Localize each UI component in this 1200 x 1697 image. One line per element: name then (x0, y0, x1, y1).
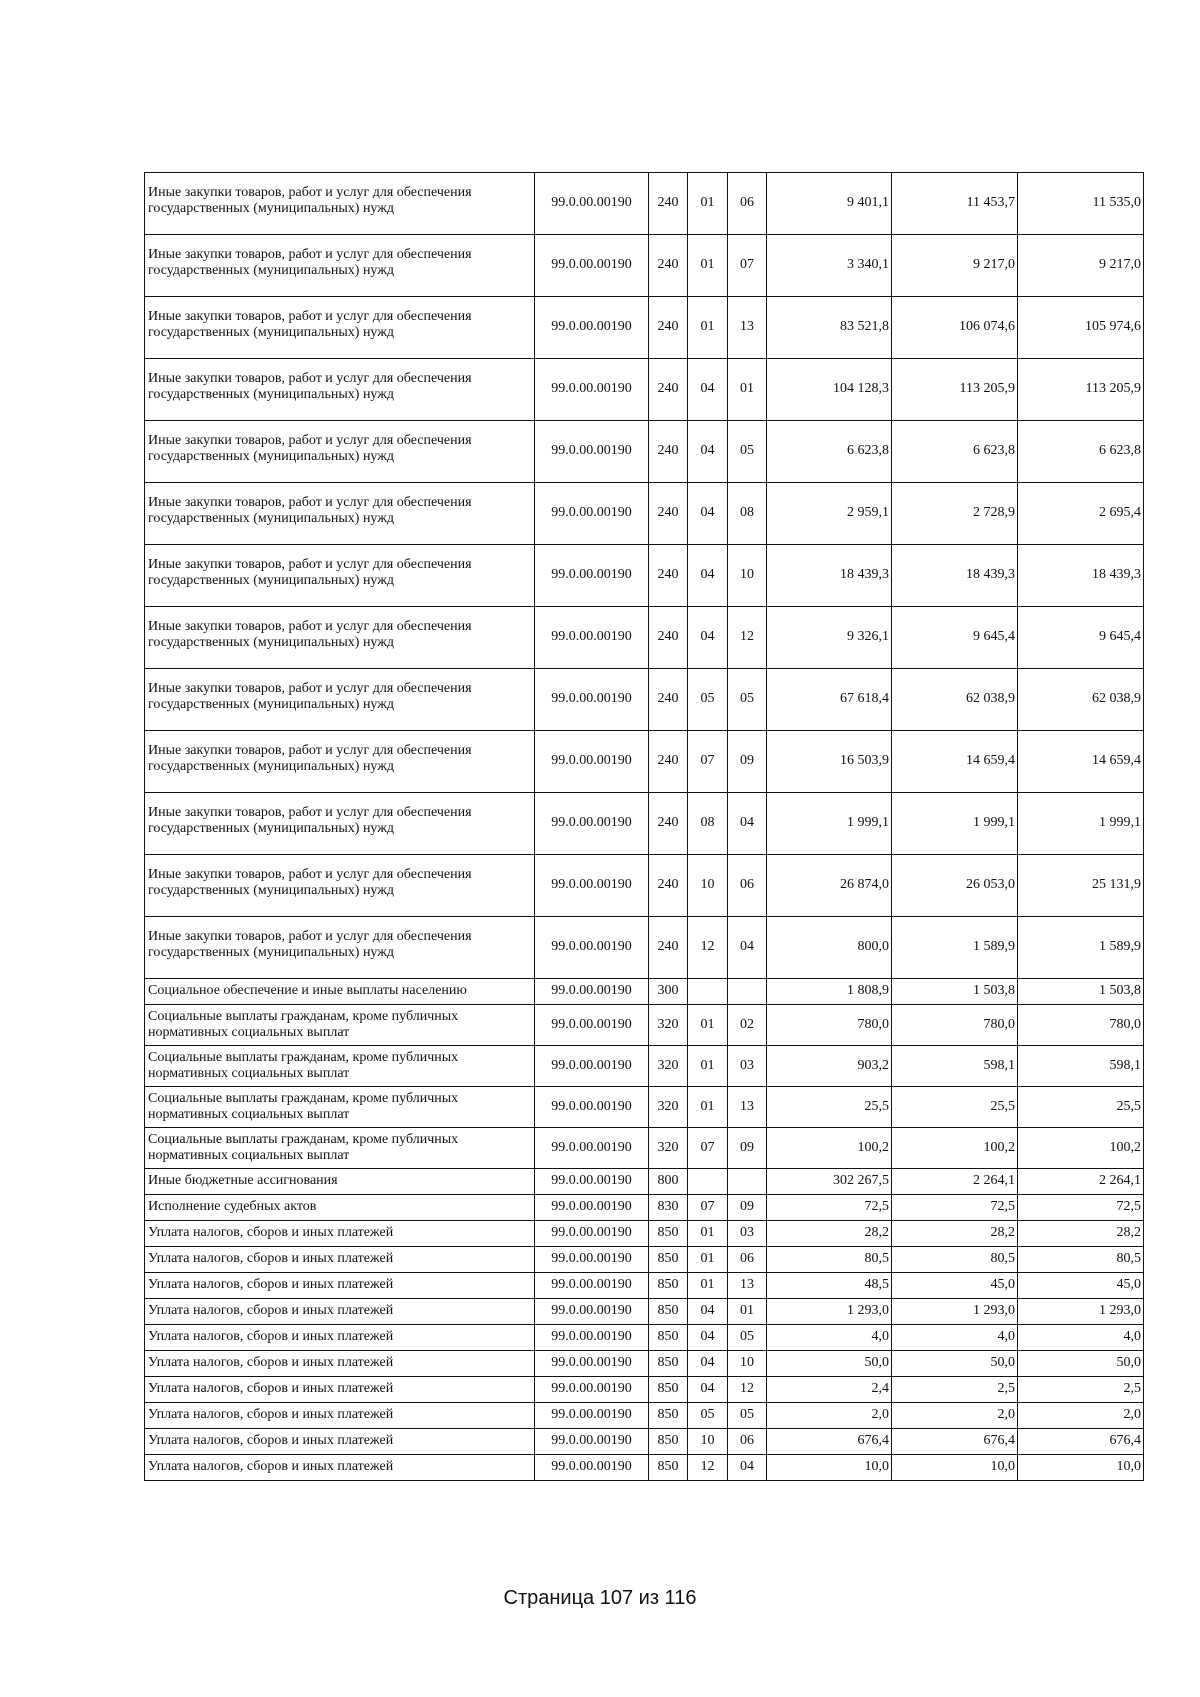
expense-type-cell: 850 (649, 1247, 688, 1273)
row-name-cell: Уплата налогов, сборов и иных платежей (145, 1299, 535, 1325)
amount-year-2-cell: 10,0 (892, 1455, 1018, 1481)
subsection-cell: 06 (728, 855, 767, 917)
table-row (145, 1005, 1144, 1046)
expense-type-cell: 850 (649, 1273, 688, 1299)
target-article-cell: 99.0.00.00190 (535, 855, 649, 917)
table-row (145, 1377, 1144, 1403)
amount-year-3-cell: 11 535,0 (1018, 173, 1144, 235)
subsection-cell: 04 (728, 917, 767, 979)
expense-type-cell: 850 (649, 1429, 688, 1455)
amount-year-3-cell: 45,0 (1018, 1273, 1144, 1299)
amount-year-2-cell: 2 728,9 (892, 483, 1018, 545)
target-article-cell: 99.0.00.00190 (535, 1221, 649, 1247)
target-article-cell: 99.0.00.00190 (535, 1377, 649, 1403)
subsection-cell: 06 (728, 1247, 767, 1273)
section-cell: 07 (688, 1128, 728, 1169)
expense-type-cell: 240 (649, 235, 688, 297)
subsection-cell: 10 (728, 1351, 767, 1377)
amount-year-2-cell: 80,5 (892, 1247, 1018, 1273)
subsection-cell: 12 (728, 1377, 767, 1403)
subsection-cell (728, 979, 767, 1005)
amount-year-3-cell: 2,0 (1018, 1403, 1144, 1429)
amount-year-3-cell: 72,5 (1018, 1195, 1144, 1221)
amount-year-1-cell: 800,0 (767, 917, 892, 979)
table-row (145, 359, 1144, 421)
amount-year-3-cell: 50,0 (1018, 1351, 1144, 1377)
amount-year-2-cell: 45,0 (892, 1273, 1018, 1299)
row-name-cell: Иные закупки товаров, работ и услуг для обеспечения государственных (муниципальных) нужд (145, 359, 535, 421)
target-article-cell: 99.0.00.00190 (535, 1087, 649, 1128)
target-article-cell: 99.0.00.00190 (535, 1128, 649, 1169)
row-name-cell: Уплата налогов, сборов и иных платежей (145, 1351, 535, 1377)
target-article-cell: 99.0.00.00190 (535, 1005, 649, 1046)
row-name-cell: Уплата налогов, сборов и иных платежей (145, 1273, 535, 1299)
amount-year-3-cell: 6 623,8 (1018, 421, 1144, 483)
amount-year-2-cell: 2,0 (892, 1403, 1018, 1429)
table-row (145, 1455, 1144, 1481)
section-cell: 01 (688, 1087, 728, 1128)
amount-year-1-cell: 9 401,1 (767, 173, 892, 235)
expense-type-cell: 830 (649, 1195, 688, 1221)
amount-year-1-cell: 2 959,1 (767, 483, 892, 545)
amount-year-1-cell: 100,2 (767, 1128, 892, 1169)
row-name-cell: Уплата налогов, сборов и иных платежей (145, 1377, 535, 1403)
row-name-cell: Иные закупки товаров, работ и услуг для обеспечения государственных (муниципальных) нужд (145, 731, 535, 793)
amount-year-2-cell: 72,5 (892, 1195, 1018, 1221)
amount-year-1-cell: 3 340,1 (767, 235, 892, 297)
expense-type-cell: 850 (649, 1455, 688, 1481)
expense-type-cell: 850 (649, 1351, 688, 1377)
section-cell: 04 (688, 607, 728, 669)
subsection-cell: 07 (728, 235, 767, 297)
subsection-cell: 10 (728, 545, 767, 607)
section-cell: 04 (688, 545, 728, 607)
amount-year-1-cell: 9 326,1 (767, 607, 892, 669)
section-cell: 01 (688, 1005, 728, 1046)
section-cell: 07 (688, 731, 728, 793)
section-cell: 07 (688, 1195, 728, 1221)
expense-type-cell: 800 (649, 1169, 688, 1195)
amount-year-1-cell: 4,0 (767, 1325, 892, 1351)
row-name-cell: Иные бюджетные ассигнования (145, 1169, 535, 1195)
expense-type-cell: 850 (649, 1377, 688, 1403)
amount-year-3-cell: 1 999,1 (1018, 793, 1144, 855)
subsection-cell: 03 (728, 1221, 767, 1247)
budget-table (144, 172, 1144, 1481)
amount-year-1-cell: 10,0 (767, 1455, 892, 1481)
amount-year-3-cell: 2 264,1 (1018, 1169, 1144, 1195)
subsection-cell: 12 (728, 607, 767, 669)
target-article-cell: 99.0.00.00190 (535, 1325, 649, 1351)
amount-year-1-cell: 302 267,5 (767, 1169, 892, 1195)
row-name-cell: Иные закупки товаров, работ и услуг для обеспечения государственных (муниципальных) нужд (145, 793, 535, 855)
table-row (145, 669, 1144, 731)
expense-type-cell: 320 (649, 1046, 688, 1087)
section-cell: 01 (688, 297, 728, 359)
expense-type-cell: 240 (649, 421, 688, 483)
target-article-cell: 99.0.00.00190 (535, 1247, 649, 1273)
section-cell: 12 (688, 917, 728, 979)
table-row (145, 607, 1144, 669)
amount-year-2-cell: 1 589,9 (892, 917, 1018, 979)
expense-type-cell: 320 (649, 1005, 688, 1046)
expense-type-cell: 240 (649, 545, 688, 607)
expense-type-cell: 240 (649, 917, 688, 979)
amount-year-1-cell: 1 808,9 (767, 979, 892, 1005)
subsection-cell: 05 (728, 1325, 767, 1351)
amount-year-1-cell: 1 293,0 (767, 1299, 892, 1325)
row-name-cell: Иные закупки товаров, работ и услуг для обеспечения государственных (муниципальных) нужд (145, 917, 535, 979)
table-row (145, 173, 1144, 235)
amount-year-2-cell: 28,2 (892, 1221, 1018, 1247)
row-name-cell: Иные закупки товаров, работ и услуг для обеспечения государственных (муниципальных) нужд (145, 855, 535, 917)
section-cell: 04 (688, 1299, 728, 1325)
row-name-cell: Иные закупки товаров, работ и услуг для обеспечения государственных (муниципальных) нужд (145, 421, 535, 483)
expense-type-cell: 240 (649, 297, 688, 359)
section-cell: 12 (688, 1455, 728, 1481)
amount-year-2-cell: 4,0 (892, 1325, 1018, 1351)
expense-type-cell: 240 (649, 855, 688, 917)
amount-year-2-cell: 113 205,9 (892, 359, 1018, 421)
section-cell: 01 (688, 1247, 728, 1273)
target-article-cell: 99.0.00.00190 (535, 793, 649, 855)
amount-year-3-cell: 80,5 (1018, 1247, 1144, 1273)
target-article-cell: 99.0.00.00190 (535, 545, 649, 607)
target-article-cell: 99.0.00.00190 (535, 1169, 649, 1195)
section-cell: 10 (688, 1429, 728, 1455)
subsection-cell: 05 (728, 421, 767, 483)
section-cell: 04 (688, 1325, 728, 1351)
subsection-cell: 04 (728, 793, 767, 855)
amount-year-3-cell: 598,1 (1018, 1046, 1144, 1087)
amount-year-2-cell: 25,5 (892, 1087, 1018, 1128)
row-name-cell: Иные закупки товаров, работ и услуг для обеспечения государственных (муниципальных) нужд (145, 607, 535, 669)
expense-type-cell: 240 (649, 483, 688, 545)
row-name-cell: Исполнение судебных актов (145, 1195, 535, 1221)
table-row (145, 793, 1144, 855)
expense-type-cell: 320 (649, 1128, 688, 1169)
amount-year-2-cell: 62 038,9 (892, 669, 1018, 731)
expense-type-cell: 240 (649, 607, 688, 669)
section-cell: 01 (688, 1221, 728, 1247)
row-name-cell: Иные закупки товаров, работ и услуг для обеспечения государственных (муниципальных) нужд (145, 669, 535, 731)
subsection-cell: 13 (728, 297, 767, 359)
subsection-cell: 04 (728, 1455, 767, 1481)
row-name-cell: Социальные выплаты гражданам, кроме публичных нормативных социальных выплат (145, 1046, 535, 1087)
expense-type-cell: 240 (649, 359, 688, 421)
amount-year-3-cell: 676,4 (1018, 1429, 1144, 1455)
amount-year-3-cell: 1 293,0 (1018, 1299, 1144, 1325)
amount-year-2-cell: 1 293,0 (892, 1299, 1018, 1325)
amount-year-2-cell: 2 264,1 (892, 1169, 1018, 1195)
table-row (145, 1221, 1144, 1247)
target-article-cell: 99.0.00.00190 (535, 607, 649, 669)
amount-year-1-cell: 26 874,0 (767, 855, 892, 917)
row-name-cell: Иные закупки товаров, работ и услуг для обеспечения государственных (муниципальных) нужд (145, 235, 535, 297)
target-article-cell: 99.0.00.00190 (535, 173, 649, 235)
table-row (145, 483, 1144, 545)
row-name-cell: Уплата налогов, сборов и иных платежей (145, 1403, 535, 1429)
subsection-cell: 03 (728, 1046, 767, 1087)
amount-year-1-cell: 676,4 (767, 1429, 892, 1455)
amount-year-2-cell: 1 503,8 (892, 979, 1018, 1005)
table-row (145, 421, 1144, 483)
table-row (145, 731, 1144, 793)
amount-year-2-cell: 6 623,8 (892, 421, 1018, 483)
table-row (145, 917, 1144, 979)
row-name-cell: Уплата налогов, сборов и иных платежей (145, 1247, 535, 1273)
table-row (145, 545, 1144, 607)
section-cell: 04 (688, 1351, 728, 1377)
amount-year-3-cell: 4,0 (1018, 1325, 1144, 1351)
section-cell: 01 (688, 235, 728, 297)
table-row (145, 855, 1144, 917)
amount-year-1-cell: 6 623,8 (767, 421, 892, 483)
amount-year-1-cell: 2,4 (767, 1377, 892, 1403)
amount-year-2-cell: 18 439,3 (892, 545, 1018, 607)
section-cell: 10 (688, 855, 728, 917)
amount-year-1-cell: 50,0 (767, 1351, 892, 1377)
section-cell: 01 (688, 1046, 728, 1087)
amount-year-3-cell: 25 131,9 (1018, 855, 1144, 917)
amount-year-3-cell: 1 589,9 (1018, 917, 1144, 979)
amount-year-3-cell: 100,2 (1018, 1128, 1144, 1169)
amount-year-1-cell: 903,2 (767, 1046, 892, 1087)
subsection-cell: 05 (728, 669, 767, 731)
table-row (145, 1299, 1144, 1325)
target-article-cell: 99.0.00.00190 (535, 1403, 649, 1429)
target-article-cell: 99.0.00.00190 (535, 297, 649, 359)
amount-year-1-cell: 780,0 (767, 1005, 892, 1046)
expense-type-cell: 300 (649, 979, 688, 1005)
section-cell: 01 (688, 1273, 728, 1299)
table-row (145, 979, 1144, 1005)
amount-year-1-cell: 18 439,3 (767, 545, 892, 607)
table-row (145, 1351, 1144, 1377)
table-row (145, 1195, 1144, 1221)
amount-year-3-cell: 780,0 (1018, 1005, 1144, 1046)
row-name-cell: Социальное обеспечение и иные выплаты населению (145, 979, 535, 1005)
amount-year-3-cell: 1 503,8 (1018, 979, 1144, 1005)
amount-year-3-cell: 28,2 (1018, 1221, 1144, 1247)
target-article-cell: 99.0.00.00190 (535, 1351, 649, 1377)
row-name-cell: Иные закупки товаров, работ и услуг для обеспечения государственных (муниципальных) нужд (145, 483, 535, 545)
table-row (145, 1403, 1144, 1429)
row-name-cell: Социальные выплаты гражданам, кроме публичных нормативных социальных выплат (145, 1128, 535, 1169)
row-name-cell: Уплата налогов, сборов и иных платежей (145, 1455, 535, 1481)
table-row (145, 1046, 1144, 1087)
table-body (145, 173, 1144, 1481)
target-article-cell: 99.0.00.00190 (535, 731, 649, 793)
amount-year-2-cell: 50,0 (892, 1351, 1018, 1377)
amount-year-2-cell: 14 659,4 (892, 731, 1018, 793)
amount-year-3-cell: 113 205,9 (1018, 359, 1144, 421)
subsection-cell: 09 (728, 1195, 767, 1221)
section-cell (688, 979, 728, 1005)
expense-type-cell: 240 (649, 173, 688, 235)
expense-type-cell: 850 (649, 1325, 688, 1351)
amount-year-2-cell: 2,5 (892, 1377, 1018, 1403)
amount-year-2-cell: 1 999,1 (892, 793, 1018, 855)
amount-year-1-cell: 48,5 (767, 1273, 892, 1299)
row-name-cell: Социальные выплаты гражданам, кроме публичных нормативных социальных выплат (145, 1005, 535, 1046)
amount-year-3-cell: 18 439,3 (1018, 545, 1144, 607)
subsection-cell: 08 (728, 483, 767, 545)
expense-type-cell: 850 (649, 1403, 688, 1429)
amount-year-3-cell: 62 038,9 (1018, 669, 1144, 731)
amount-year-1-cell: 72,5 (767, 1195, 892, 1221)
target-article-cell: 99.0.00.00190 (535, 1273, 649, 1299)
subsection-cell: 02 (728, 1005, 767, 1046)
section-cell: 08 (688, 793, 728, 855)
amount-year-2-cell: 100,2 (892, 1128, 1018, 1169)
amount-year-1-cell: 67 618,4 (767, 669, 892, 731)
section-cell: 04 (688, 1377, 728, 1403)
table-row (145, 1429, 1144, 1455)
subsection-cell: 06 (728, 1429, 767, 1455)
amount-year-2-cell: 598,1 (892, 1046, 1018, 1087)
subsection-cell: 13 (728, 1087, 767, 1128)
target-article-cell: 99.0.00.00190 (535, 1046, 649, 1087)
amount-year-2-cell: 780,0 (892, 1005, 1018, 1046)
amount-year-3-cell: 2 695,4 (1018, 483, 1144, 545)
page-number: Страница 107 из 116 (503, 1587, 697, 1609)
row-name-cell: Иные закупки товаров, работ и услуг для обеспечения государственных (муниципальных) нужд (145, 297, 535, 359)
row-name-cell: Иные закупки товаров, работ и услуг для обеспечения государственных (муниципальных) нужд (145, 173, 535, 235)
row-name-cell: Социальные выплаты гражданам, кроме публичных нормативных социальных выплат (145, 1087, 535, 1128)
amount-year-1-cell: 25,5 (767, 1087, 892, 1128)
target-article-cell: 99.0.00.00190 (535, 1299, 649, 1325)
amount-year-1-cell: 16 503,9 (767, 731, 892, 793)
subsection-cell: 01 (728, 359, 767, 421)
amount-year-3-cell: 2,5 (1018, 1377, 1144, 1403)
section-cell (688, 1169, 728, 1195)
subsection-cell: 05 (728, 1403, 767, 1429)
expense-type-cell: 850 (649, 1299, 688, 1325)
subsection-cell: 13 (728, 1273, 767, 1299)
amount-year-1-cell: 83 521,8 (767, 297, 892, 359)
expense-type-cell: 240 (649, 669, 688, 731)
subsection-cell (728, 1169, 767, 1195)
target-article-cell: 99.0.00.00190 (535, 917, 649, 979)
amount-year-2-cell: 676,4 (892, 1429, 1018, 1455)
expense-type-cell: 320 (649, 1087, 688, 1128)
subsection-cell: 06 (728, 173, 767, 235)
target-article-cell: 99.0.00.00190 (535, 669, 649, 731)
row-name-cell: Иные закупки товаров, работ и услуг для обеспечения государственных (муниципальных) нужд (145, 545, 535, 607)
section-cell: 04 (688, 359, 728, 421)
amount-year-3-cell: 14 659,4 (1018, 731, 1144, 793)
table-row (145, 1247, 1144, 1273)
target-article-cell: 99.0.00.00190 (535, 979, 649, 1005)
amount-year-2-cell: 9 645,4 (892, 607, 1018, 669)
amount-year-1-cell: 80,5 (767, 1247, 892, 1273)
expense-type-cell: 240 (649, 731, 688, 793)
section-cell: 04 (688, 483, 728, 545)
table-row (145, 297, 1144, 359)
section-cell: 04 (688, 421, 728, 483)
amount-year-2-cell: 9 217,0 (892, 235, 1018, 297)
subsection-cell: 09 (728, 1128, 767, 1169)
row-name-cell: Уплата налогов, сборов и иных платежей (145, 1325, 535, 1351)
row-name-cell: Уплата налогов, сборов и иных платежей (145, 1429, 535, 1455)
table-row (145, 1273, 1144, 1299)
subsection-cell: 09 (728, 731, 767, 793)
row-name-cell: Уплата налогов, сборов и иных платежей (145, 1221, 535, 1247)
target-article-cell: 99.0.00.00190 (535, 1195, 649, 1221)
amount-year-3-cell: 9 645,4 (1018, 607, 1144, 669)
amount-year-3-cell: 9 217,0 (1018, 235, 1144, 297)
table-row (145, 235, 1144, 297)
target-article-cell: 99.0.00.00190 (535, 359, 649, 421)
amount-year-2-cell: 26 053,0 (892, 855, 1018, 917)
amount-year-3-cell: 25,5 (1018, 1087, 1144, 1128)
table-row (145, 1169, 1144, 1195)
table-row (145, 1128, 1144, 1169)
target-article-cell: 99.0.00.00190 (535, 421, 649, 483)
amount-year-1-cell: 28,2 (767, 1221, 892, 1247)
target-article-cell: 99.0.00.00190 (535, 483, 649, 545)
expense-type-cell: 240 (649, 793, 688, 855)
section-cell: 05 (688, 669, 728, 731)
amount-year-1-cell: 104 128,3 (767, 359, 892, 421)
amount-year-1-cell: 1 999,1 (767, 793, 892, 855)
amount-year-3-cell: 10,0 (1018, 1455, 1144, 1481)
target-article-cell: 99.0.00.00190 (535, 1455, 649, 1481)
amount-year-3-cell: 105 974,6 (1018, 297, 1144, 359)
target-article-cell: 99.0.00.00190 (535, 1429, 649, 1455)
subsection-cell: 01 (728, 1299, 767, 1325)
expense-type-cell: 850 (649, 1221, 688, 1247)
amount-year-1-cell: 2,0 (767, 1403, 892, 1429)
table-row (145, 1325, 1144, 1351)
amount-year-2-cell: 106 074,6 (892, 297, 1018, 359)
table-row (145, 1087, 1144, 1128)
section-cell: 01 (688, 173, 728, 235)
section-cell: 05 (688, 1403, 728, 1429)
amount-year-2-cell: 11 453,7 (892, 173, 1018, 235)
target-article-cell: 99.0.00.00190 (535, 235, 649, 297)
